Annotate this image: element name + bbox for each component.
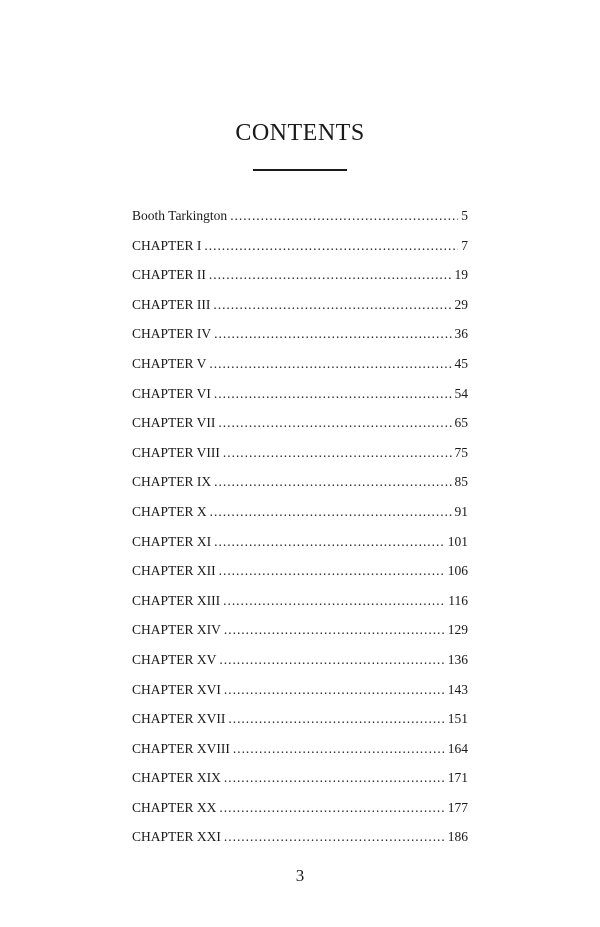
toc-entry-label: CHAPTER VI: [132, 385, 211, 401]
toc-entry-page: 177: [447, 799, 468, 815]
toc-entry-label: CHAPTER XVII: [132, 711, 226, 727]
toc-entry[interactable]: [132, 438, 468, 468]
toc-entry-label: CHAPTER V: [132, 355, 207, 371]
toc-entry[interactable]: [132, 704, 468, 734]
dot-leader: [219, 793, 444, 823]
toc-entry-label: CHAPTER XI: [132, 533, 212, 549]
dot-leader: [219, 556, 445, 586]
dot-leader: [224, 822, 445, 852]
toc-entry-label: CHAPTER IV: [132, 326, 212, 342]
toc-entry[interactable]: [132, 793, 468, 823]
toc-entry-page: 7: [461, 237, 468, 253]
toc-entry-page: 65: [454, 415, 468, 431]
toc-entry[interactable]: [132, 556, 468, 586]
toc-entry-label: CHAPTER XIV: [132, 622, 221, 638]
dot-leader: [209, 260, 452, 290]
dot-leader: [214, 527, 445, 557]
toc-entry[interactable]: [132, 497, 468, 527]
toc-entry-page: 151: [447, 711, 468, 727]
toc-entry-page: 19: [454, 267, 468, 283]
dot-leader: [214, 467, 451, 497]
toc-entry-label: CHAPTER XII: [132, 563, 216, 579]
toc-entry-page: 101: [447, 533, 468, 549]
dot-leader: [213, 290, 451, 320]
toc-entry[interactable]: [132, 645, 468, 675]
toc-entry[interactable]: [132, 408, 468, 438]
dot-leader: [224, 675, 445, 705]
toc-entry-page: 91: [454, 503, 468, 519]
toc-entry[interactable]: [132, 319, 468, 349]
table-of-contents: [132, 201, 468, 852]
dot-leader: [214, 379, 452, 409]
toc-entry-page: 29: [454, 296, 468, 312]
toc-entry[interactable]: [132, 379, 468, 409]
dot-leader: [228, 704, 444, 734]
toc-entry-label: CHAPTER XVIII: [132, 740, 230, 756]
page-number: 3: [295, 866, 305, 885]
toc-entry-page: 54: [454, 385, 468, 401]
dot-leader: [219, 645, 444, 675]
dot-leader: [209, 349, 451, 379]
toc-entry-label: CHAPTER VIII: [132, 444, 220, 460]
toc-entry[interactable]: [132, 527, 468, 557]
toc-entry-label: CHAPTER XVI: [132, 681, 221, 697]
toc-entry-label: CHAPTER IX: [132, 474, 212, 490]
toc-entry-label: CHAPTER I: [132, 237, 202, 253]
toc-entry[interactable]: [132, 467, 468, 497]
dot-leader: [223, 586, 445, 616]
dot-leader: [230, 201, 458, 231]
toc-entry[interactable]: [132, 349, 468, 379]
toc-entry-page: 106: [447, 563, 468, 579]
toc-entry-page: 116: [448, 592, 468, 608]
toc-entry-label: CHAPTER XV: [132, 651, 217, 667]
toc-entry[interactable]: [132, 201, 468, 231]
toc-entry[interactable]: [132, 734, 468, 764]
title-underline-rule: [253, 169, 347, 171]
dot-leader: [204, 231, 458, 261]
toc-entry-page: 36: [454, 326, 468, 342]
toc-entry[interactable]: [132, 586, 468, 616]
toc-entry-page: 186: [447, 829, 468, 845]
toc-entry-label: CHAPTER II: [132, 267, 206, 283]
dot-leader: [223, 438, 452, 468]
toc-entry-label: CHAPTER XIX: [132, 770, 221, 786]
toc-entry-label: CHAPTER X: [132, 503, 207, 519]
dot-leader: [210, 497, 452, 527]
toc-entry-label: CHAPTER XIII: [132, 592, 221, 608]
toc-entry-page: 143: [447, 681, 468, 697]
dot-leader: [224, 763, 445, 793]
toc-entry[interactable]: [132, 675, 468, 705]
toc-entry-label: CHAPTER XX: [132, 799, 217, 815]
toc-entry-label: CHAPTER III: [132, 296, 211, 312]
dot-leader: [233, 734, 445, 764]
toc-entry[interactable]: [132, 763, 468, 793]
toc-entry[interactable]: [132, 260, 468, 290]
toc-entry-page: 75: [454, 444, 468, 460]
toc-entry-label: CHAPTER VII: [132, 415, 216, 431]
dot-leader: [214, 319, 451, 349]
toc-entry-page: 85: [454, 474, 468, 490]
dot-leader: [218, 408, 451, 438]
toc-entry-page: 129: [447, 622, 468, 638]
toc-entry-label: CHAPTER XXI: [132, 829, 221, 845]
toc-entry[interactable]: [132, 822, 468, 852]
toc-entry-page: 45: [454, 355, 468, 371]
toc-entry-page: 164: [447, 740, 468, 756]
toc-entry-page: 5: [461, 208, 468, 223]
toc-entry-label: Booth Tarkington: [132, 208, 228, 223]
toc-entry[interactable]: [132, 290, 468, 320]
toc-entry[interactable]: [132, 615, 468, 645]
toc-entry-page: 136: [447, 651, 468, 667]
toc-entry-page: 171: [447, 770, 468, 786]
toc-entry[interactable]: [132, 231, 468, 261]
page-title: CONTENTS: [235, 120, 365, 146]
dot-leader: [224, 615, 445, 645]
